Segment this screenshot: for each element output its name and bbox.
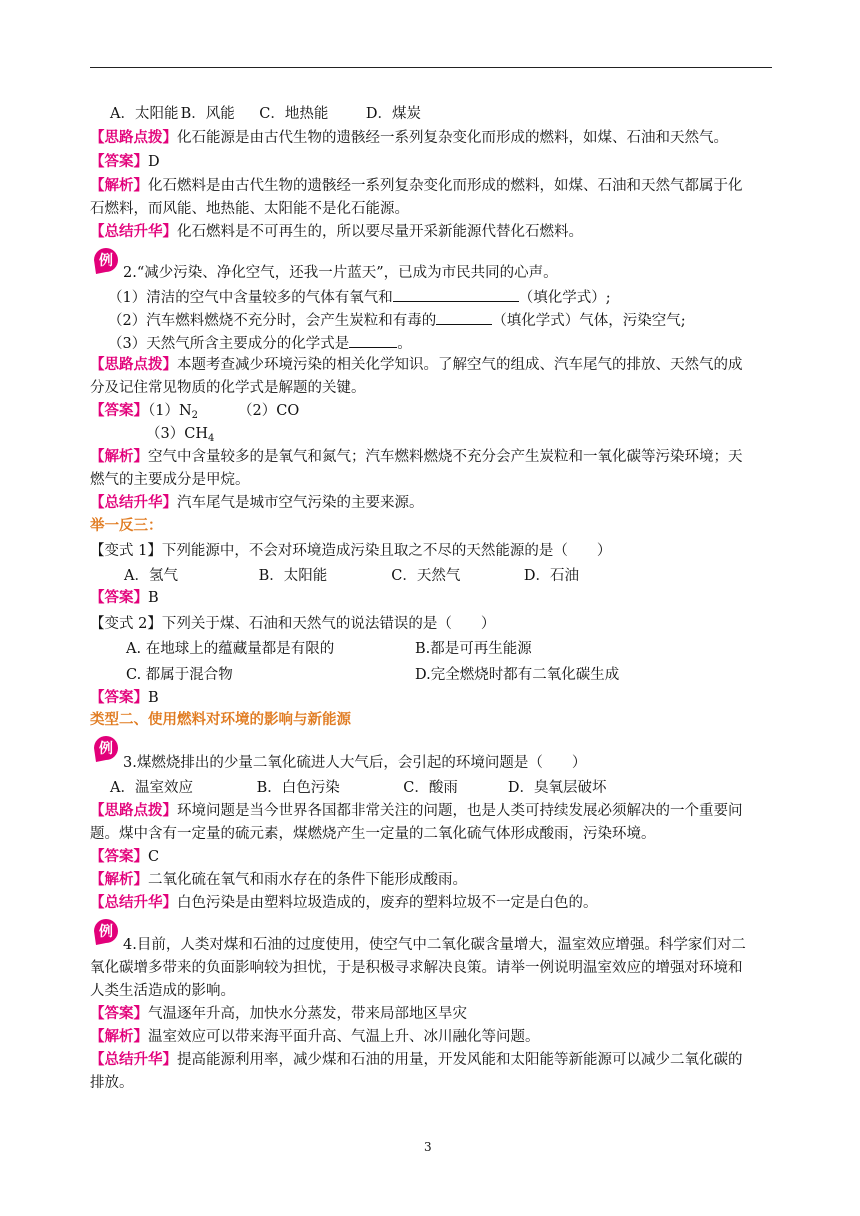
q2-analysis: 【解析】空气中含量较多的是氧气和氮气；汽车燃料燃烧不充分会产生炭粒和一氧化碳等污染环境；天 bbox=[90, 448, 743, 465]
answer-tag: 【答案】 bbox=[90, 689, 148, 706]
example-icon bbox=[90, 732, 122, 764]
q2-hint: 【思路点拨】本题考查减少环境污染的相关化学知识。了解空气的组成、汽车尾气的排放、天然气的成 bbox=[90, 356, 743, 373]
analysis-tag: 【解析】 bbox=[90, 1028, 148, 1045]
answer-tag: 【答案】 bbox=[90, 402, 148, 419]
q4-stem-cont: 人类生活造成的影响。 bbox=[90, 983, 235, 999]
analysis-tag: 【解析】 bbox=[90, 448, 148, 465]
q3-summary: 【总结升华】白色污染是由塑料垃圾造成的，废弃的塑料垃圾不一定是白色的。 bbox=[90, 894, 598, 911]
q2-answer: 【答案】$(1)N_2$ （2）CO bbox=[90, 402, 300, 421]
q1-analysis-cont: 石燃料，而风能、地热能、太阳能不是化石能源。 bbox=[90, 201, 409, 217]
answer-tag: 【答案】 bbox=[90, 1005, 148, 1022]
q3-analysis: 【解析】二氧化硫在氧气和雨水存在的条件下能形成酸雨。 bbox=[90, 871, 467, 888]
summary-tag: 【总结升华】 bbox=[90, 894, 177, 911]
summary-tag: 【总结升华】 bbox=[90, 1051, 177, 1068]
option: C．酸雨 bbox=[403, 780, 458, 796]
hint-tag: 【思路点拨】 bbox=[90, 129, 177, 146]
q2-sub1: （1）清洁的空气中含量较多的气体有氧气和 （填化学式）; bbox=[108, 286, 611, 308]
summary-tag: 【总结升华】 bbox=[90, 494, 177, 511]
answer-tag: 【答案】 bbox=[90, 153, 148, 170]
v1-stem: 【变式 1】下列能源中，不会对环境造成污染且取之不尽的天然能源的是（ ） bbox=[90, 543, 612, 559]
practice-heading: 举一反三： bbox=[90, 517, 163, 534]
q2-stem: 2.“减少污染、净化空气，还我一片蓝天”，已成为市民共同的心声。 bbox=[123, 265, 558, 281]
type2-heading: 类型二、使用燃料对环境的影响与新能源 bbox=[90, 711, 351, 728]
svg-text:例: 例 bbox=[99, 741, 113, 757]
analysis-tag: 【解析】 bbox=[90, 177, 148, 194]
option: A．氢气 bbox=[124, 568, 178, 584]
svg-text:例: 例 bbox=[99, 924, 113, 940]
v1-options bbox=[124, 566, 579, 586]
v2-option-c: C. 都属于混合物 bbox=[126, 667, 233, 683]
option: A．太阳能 bbox=[110, 106, 179, 122]
page-number: 3 bbox=[424, 1140, 432, 1154]
q2-answer-cont: $(3)CH_4$ bbox=[146, 426, 215, 444]
q2-sub2: （2）汽车燃料燃烧不充分时，会产生炭粒和有毒的 （填化学式）气体，污染空气; bbox=[108, 309, 686, 331]
q1-options bbox=[110, 104, 421, 124]
q1-analysis: 【解析】化石燃料是由古代生物的遗骸经一系列复杂变化而形成的燃料，如煤、石油和天然气都属于化 bbox=[90, 177, 743, 194]
analysis-tag: 【解析】 bbox=[90, 871, 148, 888]
v1-answer: 【答案】B bbox=[90, 589, 159, 606]
q3-answer: 【答案】C bbox=[90, 848, 160, 865]
q2-sub3: （3）天然气所含主要成分的化学式是 。 bbox=[108, 332, 412, 354]
q4-summary: 【总结升华】提高能源利用率，减少煤和石油的用量，开发风能和太阳能等新能源可以减少二氧化碳的 bbox=[90, 1051, 743, 1068]
option: B．白色污染 bbox=[256, 780, 340, 796]
q4-stem-cont: 氧化碳增多带来的负面影响较为担忧，于是积极寻求解决良策。请举一例说明温室效应的增强对环境和 bbox=[90, 960, 743, 976]
option: A．温室效应 bbox=[110, 780, 193, 796]
hint-tag: 【思路点拨】 bbox=[90, 802, 177, 819]
v2-stem: 【变式 2】下列关于煤、石油和天然气的说法错误的是（ ） bbox=[90, 616, 496, 632]
v2-option-d: D.完全燃烧时都有二氧化碳生成 bbox=[415, 667, 620, 683]
header-rule bbox=[90, 67, 772, 68]
q3-hint-cont: 题。煤中含有一定量的硫元素，煤燃烧产生一定量的二氧化硫气体形成酸雨，污染环境。 bbox=[90, 826, 656, 842]
option: D．石油 bbox=[523, 568, 579, 584]
example-icon bbox=[90, 244, 122, 276]
q1-summary: 【总结升华】化石燃料是不可再生的，所以要尽量开采新能源代替化石燃料。 bbox=[90, 223, 583, 240]
fill-blank bbox=[393, 286, 519, 302]
option: D．煤炭 bbox=[365, 106, 421, 122]
q2-summary: 【总结升华】汽车尾气是城市空气污染的主要来源。 bbox=[90, 494, 424, 511]
option: C．天然气 bbox=[391, 568, 461, 584]
svg-text:例: 例 bbox=[99, 253, 113, 269]
option: D．臭氧层破坏 bbox=[507, 780, 607, 796]
q2-hint-cont: 分及记住常见物质的化学式是解题的关键。 bbox=[90, 380, 366, 396]
q4-summary-cont: 排放。 bbox=[90, 1075, 134, 1091]
q2-analysis-cont: 燃气的主要成分是甲烷。 bbox=[90, 472, 250, 488]
option: B．太阳能 bbox=[258, 568, 328, 584]
hint-tag: 【思路点拨】 bbox=[90, 356, 177, 373]
q4-stem: 4.目前，人类对煤和石油的过度使用，使空气中二氧化碳含量增大，温室效应增强。科学家们对二 bbox=[123, 937, 746, 953]
option: B．风能 bbox=[180, 106, 235, 122]
summary-tag: 【总结升华】 bbox=[90, 223, 177, 240]
v2-answer: 【答案】B bbox=[90, 689, 159, 706]
q4-analysis: 【解析】温室效应可以带来海平面升高、气温上升、冰川融化等问题。 bbox=[90, 1028, 540, 1045]
option: C．地热能 bbox=[259, 106, 329, 122]
q4-answer: 【答案】气温逐年升高，加快水分蒸发，带来局部地区旱灾 bbox=[90, 1005, 467, 1022]
q3-stem: 3.煤燃烧排出的少量二氧化硫进人大气后，会引起的环境问题是（ ） bbox=[123, 755, 587, 771]
fill-blank bbox=[349, 332, 397, 348]
q1-hint: 【思路点拨】化石能源是由古代生物的遗骸经一系列复杂变化而形成的燃料，如煤、石油和天然气。 bbox=[90, 129, 728, 146]
v2-option-a: A. 在地球上的蕴藏量都是有限的 bbox=[126, 641, 335, 657]
q3-hint: 【思路点拨】环境问题是当今世界各国都非常关注的问题，也是人类可持续发展必须解决的一个重要问 bbox=[90, 802, 743, 819]
example-icon bbox=[90, 915, 122, 947]
v2-option-b: B.都是可再生能源 bbox=[415, 641, 532, 657]
q3-options bbox=[110, 778, 606, 798]
q1-answer: 【答案】D bbox=[90, 153, 160, 170]
fill-blank bbox=[436, 309, 492, 325]
answer-tag: 【答案】 bbox=[90, 589, 148, 606]
answer-tag: 【答案】 bbox=[90, 848, 148, 865]
